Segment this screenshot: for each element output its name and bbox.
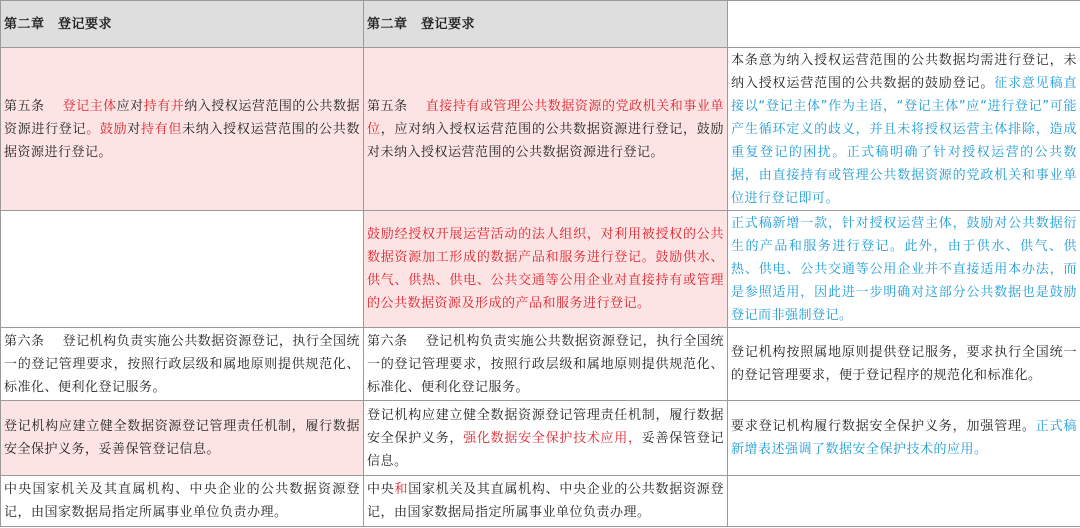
commentary-article-5: 本条意为纳入授权运营范围的公共数据均需进行登记，未纳入授权运营范围的公共数据的鼓励登记。征求意见稿直接以“登记主体”作为主语，“登记主体”应“进行登记”可能产生循环定义的歧义，并且未将授权运营主体排除，造成重复登记的困扰。正式稿明确了针对授权运营的公共数据，由直接持有或管理公共数据资源的党政机关和事业单位进行登记即可。 <box>728 48 1080 211</box>
header-draft-chapter: 第二章 登记要求 <box>1 1 364 48</box>
draft-article-6: 第六条 登记机构负责实施公共数据资源登记，执行全国统一的登记管理要求，按照行政层级和属地原则提供规范化、标准化、便利化登记服务。 <box>1 328 364 401</box>
header-commentary <box>728 1 1080 48</box>
article-number: 第六条 <box>367 333 408 349</box>
commentary-article-6: 登记机构按照属地原则提供登记服务，要求执行全国统一的登记管理要求，便于登记程序的规范化和标准化。 <box>728 328 1080 401</box>
commentary-central-clause <box>728 476 1080 527</box>
draft-central-clause: 中央国家机关及其直属机构、中央企业的公共数据资源登记，由国家数据局指定所属事业单位负责办理。 <box>1 476 364 527</box>
final-article-5: 第五条 直接持有或管理公共数据资源的党政机关和事业单位，应对纳入授权运营范围的公共数据资源进行登记，鼓励对未纳入授权运营范围的公共数据资源进行登记。 <box>364 48 728 211</box>
final-new-paragraph: 鼓励经授权开展运营活动的法人组织，对利用被授权的公共数据资源加工形成的数据产品和服务进行登记。鼓励供水、供气、供热、供电、公共交通等公用企业对直接持有或管理的公共数据资源及形成的产品和服务进行登记。 <box>364 211 728 328</box>
final-central-clause: 中央和国家机关及其直属机构、中央企业的公共数据资源登记，由国家数据局指定所属事业单位负责办理。 <box>364 476 728 527</box>
header-final-chapter: 第二章 登记要求 <box>364 1 728 48</box>
table-row <box>1 211 1080 328</box>
draft-security-clause: 登记机构应建立健全数据资源登记管理责任机制，履行数据安全保护义务，妥善保管登记信息。 <box>1 401 364 476</box>
table-row <box>1 476 1080 527</box>
commentary-security-clause: 要求登记机构履行数据安全保护义务，加强管理。正式稿新增表述强调了数据安全保护技术的应用。 <box>728 401 1080 476</box>
final-security-clause: 登记机构应建立健全数据资源登记管理责任机制，履行数据安全保护义务，强化数据安全保护技术应用，妥善保管登记信息。 <box>364 401 728 476</box>
article-number: 第五条 <box>4 98 45 114</box>
table-header-row <box>1 1 1080 48</box>
commentary-new-paragraph: 正式稿新增一款，针对授权运营主体，鼓励对公共数据衍生的产品和服务进行登记。此外，由于供水、供气、供热、供电、公共交通等公用企业并不直接适用本办法，而是参照适用，因此进一步明确对这部分公共数据也是鼓励登记而非强制登记。 <box>728 211 1080 328</box>
draft-empty-cell <box>1 211 364 328</box>
draft-article-5: 第五条 登记主体应对持有并纳入授权运营范围的公共数据资源进行登记。鼓励对持有但未纳入授权运营范围的公共数据资源进行登记。 <box>1 48 364 211</box>
table-row <box>1 401 1080 476</box>
table-row <box>1 328 1080 401</box>
final-article-6: 第六条 登记机构负责实施公共数据资源登记，执行全国统一的登记管理要求，按照行政层级和属地原则提供规范化、标准化、便利化登记服务。 <box>364 328 728 401</box>
article-number: 第五条 <box>367 98 408 114</box>
table-row <box>1 48 1080 211</box>
article-number: 第六条 <box>4 333 45 349</box>
